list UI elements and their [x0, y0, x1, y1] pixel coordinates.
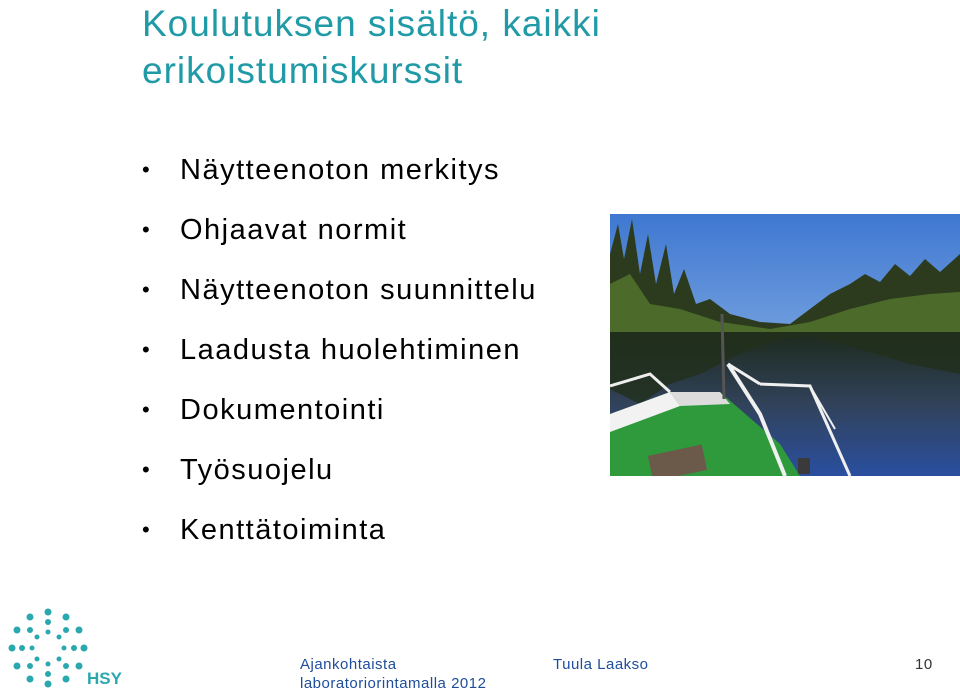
- bullet-dot: •: [142, 457, 152, 482]
- logo-text: HSY: [87, 669, 122, 688]
- bullet-text: Työsuojelu: [180, 453, 334, 486]
- bullet-item: [142, 200, 537, 260]
- footer-author: Tuula Laakso: [553, 656, 649, 673]
- bullet-item: [142, 140, 537, 200]
- bullet-item: [142, 500, 537, 560]
- bullet-dot: •: [142, 157, 152, 182]
- bullet-dot: •: [142, 277, 152, 302]
- bullet-text: Dokumentointi: [180, 393, 385, 426]
- bullet-item: [142, 440, 537, 500]
- hsy-logo: [3, 604, 123, 689]
- bullet-text: Näytteenoton merkitys: [180, 153, 501, 186]
- bullet-list: [142, 140, 537, 560]
- lake-boat-photo: [610, 214, 960, 476]
- bullet-item: [142, 260, 537, 320]
- bullet-text: Ohjaavat normit: [180, 213, 408, 246]
- bullet-item: [142, 380, 537, 440]
- footer-event-line2: laboratoriorintamalla 2012: [300, 675, 487, 692]
- bullet-dot: •: [142, 337, 152, 362]
- footer-event-line1: Ajankohtaista: [300, 656, 397, 673]
- bullet-text: Kenttätoiminta: [180, 513, 387, 546]
- footer-event: [300, 655, 486, 693]
- bullet-text: Laadusta huolehtiminen: [180, 333, 521, 366]
- bullet-dot: •: [142, 217, 152, 242]
- slide-title: [142, 0, 942, 94]
- bullet-dot: •: [142, 397, 152, 422]
- bullet-dot: •: [142, 517, 152, 542]
- page-number: 10: [915, 656, 933, 673]
- bullet-item: [142, 320, 537, 380]
- bullet-text: Näytteenoton suunnittelu: [180, 273, 537, 306]
- slide-title-line1: Koulutuksen sisältö, kaikki: [142, 3, 601, 44]
- slide-title-line2: erikoistumiskurssit: [142, 50, 464, 91]
